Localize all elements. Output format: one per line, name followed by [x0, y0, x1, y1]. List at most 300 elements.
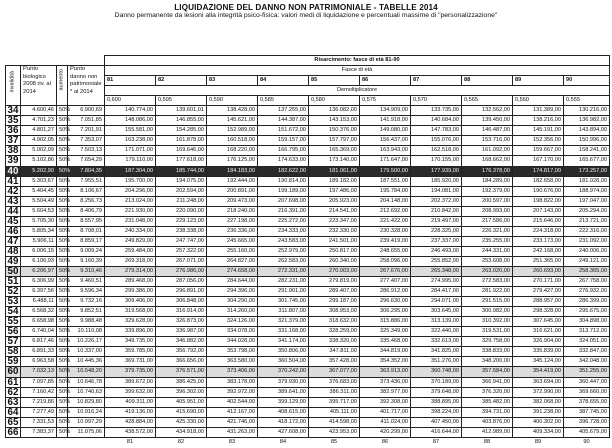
invalidita-cell: 64 — [6, 407, 21, 417]
value-cell: 239.419,00 — [360, 236, 411, 246]
invalidita-cell: 37 — [6, 136, 21, 146]
invalidita-cell: 35 — [6, 116, 21, 126]
value-cell: 274.658,00 — [207, 266, 258, 276]
value-cell: 367.077,00 — [309, 367, 360, 377]
value-cell: 376.571,00 — [156, 367, 207, 377]
value-cell: 300.982,00 — [462, 307, 513, 317]
value-cell: 423.953,00 — [309, 427, 360, 437]
value-cell: 385.482,00 — [462, 397, 513, 407]
value-cell: 145.191,00 — [513, 126, 564, 136]
value-cell: 353.798,00 — [207, 347, 258, 357]
punto-biologico-cell: 5.504,49 — [21, 196, 57, 206]
value-cell: 294.396,00 — [207, 287, 258, 297]
value-cell: 208.993,00 — [462, 206, 513, 216]
table-row — [6, 327, 610, 337]
value-cell: 156.437,00 — [360, 136, 411, 146]
value-cell: 425.330,00 — [156, 417, 207, 427]
value-cell: 291.901,00 — [258, 287, 309, 297]
aumento-header: aumento — [57, 66, 68, 106]
invalidita-cell: 52 — [6, 287, 21, 297]
fasce-header: Fasce di età — [105, 66, 610, 76]
aumento-cell: 50% — [57, 196, 68, 206]
demoltiplicatore-cell: 0,600 — [105, 96, 156, 106]
value-cell: 136.082,00 — [309, 106, 360, 116]
value-cell: 190.676,00 — [513, 186, 564, 196]
value-cell: 197.047,00 — [564, 196, 610, 206]
value-cell: 284.644,00 — [207, 277, 258, 287]
invalidita-cell: 50 — [6, 266, 21, 276]
value-cell: 200.597,00 — [462, 196, 513, 206]
value-cell: 167.170,00 — [513, 156, 564, 166]
value-cell: 240.006,00 — [564, 246, 610, 256]
value-cell: 145.621,00 — [207, 116, 258, 126]
table-row — [6, 387, 610, 397]
aumento-cell: 50% — [57, 307, 68, 317]
value-cell: 339.896,00 — [105, 327, 156, 337]
value-cell: 234.333,00 — [258, 226, 309, 236]
age-header-cell: 87 — [411, 76, 462, 86]
value-cell: 269.318,00 — [105, 256, 156, 266]
value-cell: 276.986,00 — [156, 266, 207, 276]
risarcimento-header: Risarcimento: fasce di età 81-90 — [105, 56, 610, 66]
aumento-cell: 50% — [57, 146, 68, 156]
value-cell: 399.129,00 — [258, 397, 309, 407]
value-cell: 409.311,00 — [105, 397, 156, 407]
value-cell: 198.822,00 — [513, 196, 564, 206]
punto-danno-cell: 10.548,20 — [68, 367, 105, 377]
value-cell: 270.171,00 — [513, 277, 564, 287]
punto-biologico-cell: 6.206,97 — [21, 266, 57, 276]
demoltiplicatore-cell: 0,575 — [360, 96, 411, 106]
table-row — [6, 377, 610, 387]
aumento-cell: 50% — [57, 136, 68, 146]
value-cell: 231.048,00 — [105, 216, 156, 226]
table-row — [6, 206, 610, 216]
value-cell: 258.365,00 — [564, 266, 610, 276]
invalidita-cell: 65 — [6, 417, 21, 427]
invalidita-cell: 54 — [6, 307, 21, 317]
value-cell: 318.632,00 — [309, 317, 360, 327]
table-row — [6, 256, 610, 266]
value-cell: 370.242,00 — [258, 367, 309, 377]
value-cell: 179.110,00 — [105, 156, 156, 166]
value-cell: 428.884,00 — [105, 417, 156, 427]
aumento-cell: 50% — [57, 216, 68, 226]
table-row — [6, 347, 610, 357]
value-cell: 391.238,00 — [513, 407, 564, 417]
punto-danno-cell: 10.997,29 — [68, 417, 105, 427]
value-cell: 146.487,00 — [462, 126, 513, 136]
value-cell: 288.957,00 — [513, 297, 564, 307]
value-cell: 221.422,00 — [360, 216, 411, 226]
punto-biologico-cell: 5.303,67 — [21, 176, 57, 186]
footer-age-cell: 88 — [462, 437, 513, 448]
punto-danno-cell: 10.226,17 — [68, 337, 105, 347]
value-cell: 216.391,00 — [258, 206, 309, 216]
value-cell: 140.774,00 — [105, 106, 156, 116]
invalidita-cell: 58 — [6, 347, 21, 357]
value-cell: 412.989,00 — [462, 427, 513, 437]
value-cell: 185.920,00 — [411, 176, 462, 186]
punto-biologico-cell: 7.097,85 — [21, 377, 57, 387]
punto-danno-cell: 9.596,34 — [68, 287, 105, 297]
value-cell: 170.155,00 — [411, 156, 462, 166]
footer-age-cell: 84 — [258, 437, 309, 448]
value-cell: 155.076,00 — [411, 136, 462, 146]
table-row — [6, 186, 610, 196]
table-row — [6, 146, 610, 156]
punto-danno-cell: 10.646,78 — [68, 377, 105, 387]
punto-danno-cell: 7.804,35 — [68, 166, 105, 176]
punto-biologico-cell: 5.002,09 — [21, 146, 57, 156]
demoltiplicatore-cell: 0,560 — [513, 96, 564, 106]
value-cell: 223.347,00 — [309, 216, 360, 226]
value-cell: 200.891,00 — [207, 186, 258, 196]
value-cell: 348.200,00 — [462, 357, 513, 367]
punto-biologico-cell: 6.740,04 — [21, 327, 57, 337]
value-cell: 202.372,00 — [411, 196, 462, 206]
value-cell: 373.436,00 — [360, 377, 411, 387]
value-cell: 313.139,00 — [411, 317, 462, 327]
demoltiplicatore-cell: 0,565 — [462, 96, 513, 106]
value-cell: 267.758,00 — [564, 277, 610, 287]
invalidita-cell: 61 — [6, 377, 21, 387]
value-cell: 370.189,00 — [411, 377, 462, 387]
value-cell: 309.406,00 — [105, 297, 156, 307]
value-cell: 388.895,00 — [411, 397, 462, 407]
value-cell: 233.173,00 — [513, 236, 564, 246]
value-cell: 238.338,00 — [156, 226, 207, 236]
punto-danno-header: Punto danno non patrimoniale * al 2014 — [68, 66, 105, 106]
value-cell: 360.447,00 — [564, 377, 610, 387]
value-cell: 224.318,00 — [513, 226, 564, 236]
value-cell: 207.143,00 — [513, 206, 564, 216]
value-cell: 204.148,00 — [360, 196, 411, 206]
value-cell: 335.839,00 — [513, 347, 564, 357]
value-cell: 176.378,00 — [462, 166, 513, 176]
table-row — [6, 176, 610, 186]
value-cell: 396.302,00 — [156, 387, 207, 397]
table-row — [6, 357, 610, 367]
value-cell: 204.296,00 — [105, 186, 156, 196]
table-row — [6, 136, 610, 146]
value-cell: 279.427,00 — [513, 287, 564, 297]
footer-age-cell: 81 — [105, 437, 156, 448]
footer-age-cell: 90 — [564, 437, 610, 448]
value-cell: 226.321,00 — [462, 226, 513, 236]
value-cell: 241.501,00 — [309, 236, 360, 246]
value-cell: 187.551,00 — [360, 176, 411, 186]
value-cell: 140.684,00 — [411, 116, 462, 126]
page-title: LIQUIDAZIONE DEL DANNO NON PATRIMONIALE - TABELLE 2014 — [174, 3, 438, 12]
value-cell: 336.987,00 — [156, 327, 207, 337]
value-cell: 286.912,00 — [360, 287, 411, 297]
value-cell: 329.628,00 — [105, 317, 156, 327]
table-row — [6, 166, 610, 176]
value-cell: 398.224,00 — [411, 407, 462, 417]
value-cell: 307.645,00 — [513, 317, 564, 327]
value-cell: 157.797,00 — [309, 136, 360, 146]
punto-danno-cell: 10.740,63 — [68, 387, 105, 397]
value-cell: 248.655,00 — [360, 246, 411, 256]
value-cell: 308.953,00 — [309, 307, 360, 317]
value-cell: 321.379,00 — [258, 317, 309, 327]
value-cell: 399.632,00 — [105, 387, 156, 397]
value-cell: 192.444,00 — [207, 176, 258, 186]
aumento-cell: 50% — [57, 266, 68, 276]
punto-danno-cell: 9.009,24 — [68, 246, 105, 256]
table-row — [6, 427, 610, 437]
value-cell: 414.598,00 — [309, 417, 360, 427]
aumento-cell: 50% — [57, 176, 68, 186]
value-cell: 147.783,00 — [411, 126, 462, 136]
value-cell: 279.819,00 — [309, 277, 360, 287]
punto-danno-cell: 9.988,48 — [68, 317, 105, 327]
invalidita-cell: 56 — [6, 327, 21, 337]
value-cell: 289.468,00 — [105, 277, 156, 287]
table-row — [6, 266, 610, 276]
value-cell: 314.260,00 — [207, 307, 258, 317]
aumento-cell: 50% — [57, 186, 68, 196]
value-cell: 163.238,00 — [105, 136, 156, 146]
aumento-cell: 50% — [57, 287, 68, 297]
table-row — [6, 317, 610, 327]
aumento-cell: 50% — [57, 377, 68, 387]
footer-age-cell: 87 — [411, 437, 462, 448]
invalidita-cell: 46 — [6, 226, 21, 236]
value-cell: 153.716,00 — [462, 136, 513, 146]
invalidita-cell: 57 — [6, 337, 21, 347]
aumento-cell: 50% — [57, 126, 68, 136]
invalidita-cell: 40 — [6, 166, 21, 176]
value-cell: 310.392,00 — [462, 317, 513, 327]
value-cell: 360.504,00 — [258, 357, 309, 367]
value-cell: 328.259,00 — [309, 327, 360, 337]
value-cell: 295.675,00 — [564, 307, 610, 317]
value-cell: 350.806,00 — [258, 347, 309, 357]
footer-age-cell: 82 — [156, 437, 207, 448]
invalidita-cell: 43 — [6, 196, 21, 206]
punto-biologico-cell: 7.032,13 — [21, 367, 57, 377]
punto-biologico-cell: 4.801,27 — [21, 126, 57, 136]
value-cell: 247.747,00 — [156, 236, 207, 246]
invalidita-cell: 42 — [6, 186, 21, 196]
punto-danno-cell: 8.256,73 — [68, 196, 105, 206]
punto-biologico-header: Punto biologico 2008 riv. al 2014 — [21, 66, 57, 106]
punto-biologico-cell: 6.488,11 — [21, 297, 57, 307]
table-row — [6, 287, 610, 297]
value-cell: 408.615,00 — [258, 407, 309, 417]
punto-biologico-cell: 7.383,37 — [21, 427, 57, 437]
table-row — [6, 277, 610, 287]
value-cell: 411.024,00 — [360, 417, 411, 427]
value-cell: 150.376,00 — [309, 126, 360, 136]
value-cell: 284.417,00 — [411, 287, 462, 297]
punto-biologico-cell: 6.006,15 — [21, 246, 57, 256]
invalidita-cell: 34 — [6, 106, 21, 116]
value-cell: 434.918,00 — [156, 427, 207, 437]
age-header-cell: 81 — [105, 76, 156, 86]
value-cell: 344.028,00 — [207, 337, 258, 347]
value-cell: 133.735,00 — [411, 106, 462, 116]
punto-biologico-cell: 5.404,45 — [21, 186, 57, 196]
value-cell: 405.951,00 — [156, 397, 207, 407]
punto-danno-cell: 9.160,39 — [68, 256, 105, 266]
punto-biologico-cell: 5.805,34 — [21, 226, 57, 236]
liquidation-table — [5, 55, 610, 448]
value-cell: 146.855,00 — [156, 116, 207, 126]
value-cell: 386.425,00 — [156, 377, 207, 387]
value-cell: 427.608,00 — [258, 427, 309, 437]
value-cell: 357.584,00 — [462, 367, 513, 377]
value-cell: 136.982,00 — [564, 116, 610, 126]
table-row — [6, 246, 610, 256]
footer-row — [6, 437, 610, 448]
punto-danno-cell: 8.406,79 — [68, 206, 105, 216]
value-cell: 138.216,00 — [513, 116, 564, 126]
value-cell: 227.198,00 — [207, 216, 258, 226]
value-cell: 171.071,00 — [105, 146, 156, 156]
punto-biologico-cell: 7.160,42 — [21, 387, 57, 397]
value-cell: 319.531,00 — [462, 327, 513, 337]
value-cell: 151.672,00 — [258, 126, 309, 136]
value-cell: 205.923,00 — [309, 196, 360, 206]
punto-danno-cell: 7.955,51 — [68, 176, 105, 186]
value-cell: 329.758,00 — [462, 337, 513, 347]
aumento-cell: 50% — [57, 407, 68, 417]
value-cell: 181.061,00 — [309, 166, 360, 176]
value-cell: 134.909,00 — [360, 106, 411, 116]
invalidita-header: invalidità — [6, 66, 21, 106]
punto-biologico-cell: 6.306,99 — [21, 277, 57, 287]
aumento-cell: 50% — [57, 387, 68, 397]
table-row — [6, 216, 610, 226]
value-cell: 376.683,00 — [309, 377, 360, 387]
value-cell: 419.136,00 — [105, 407, 156, 417]
value-cell: 349.735,00 — [105, 337, 156, 347]
value-cell: 171.647,00 — [360, 156, 411, 166]
value-cell: 210.842,00 — [411, 206, 462, 216]
value-cell: 299.187,00 — [309, 297, 360, 307]
punto-biologico-cell: 6.963,58 — [21, 357, 57, 367]
punto-danno-cell: 11.075,06 — [68, 427, 105, 437]
punto-biologico-cell: 6.658,98 — [21, 317, 57, 327]
invalidita-cell: 47 — [6, 236, 21, 246]
value-cell: 409.334,00 — [513, 427, 564, 437]
value-cell: 258.096,00 — [360, 256, 411, 266]
punto-danno-cell: 6.900,69 — [68, 106, 105, 116]
value-cell: 161.092,00 — [462, 146, 513, 156]
value-cell: 222.316,00 — [564, 226, 610, 236]
value-cell: 379.648,00 — [411, 387, 462, 397]
aumento-cell: 50% — [57, 206, 68, 216]
value-cell: 415.690,00 — [156, 407, 207, 417]
demoltiplicatore-cell: 0,585 — [258, 96, 309, 106]
value-cell: 177.618,00 — [156, 156, 207, 166]
value-cell: 357.428,00 — [309, 357, 360, 367]
punto-biologico-cell: 6.568,32 — [21, 307, 57, 317]
value-cell: 341.825,00 — [411, 347, 462, 357]
value-cell: 211.248,00 — [156, 196, 207, 206]
value-cell: 229.123,00 — [156, 216, 207, 226]
value-cell: 242.168,00 — [513, 246, 564, 256]
invalidita-cell: 62 — [6, 387, 21, 397]
value-cell: 231.092,00 — [564, 236, 610, 246]
value-cell: 324.126,00 — [207, 317, 258, 327]
value-cell: 344.819,00 — [360, 347, 411, 357]
value-cell: 405.111,00 — [309, 407, 360, 417]
value-cell: 166.795,00 — [258, 146, 309, 156]
punto-danno-cell: 9.310,46 — [68, 266, 105, 276]
invalidita-cell: 48 — [6, 246, 21, 256]
demoltiplicatore-cell: 0,580 — [309, 96, 360, 106]
value-cell: 190.814,00 — [258, 176, 309, 186]
value-cell: 255.852,00 — [411, 256, 462, 266]
value-cell: 132.562,00 — [462, 106, 513, 116]
value-cell: 281.922,00 — [462, 287, 513, 297]
invalidita-cell: 66 — [6, 427, 21, 437]
value-cell: 143.153,00 — [309, 116, 360, 126]
value-cell: 168.662,00 — [462, 156, 513, 166]
value-cell: 379.735,00 — [105, 367, 156, 377]
value-cell: 182.622,00 — [258, 166, 309, 176]
value-cell: 372.990,00 — [513, 387, 564, 397]
value-cell: 173.140,00 — [309, 156, 360, 166]
value-cell: 181.028,00 — [564, 176, 610, 186]
table-row — [6, 116, 610, 126]
age-header-cell: 82 — [156, 76, 207, 86]
table-row — [6, 106, 610, 116]
table-row — [6, 367, 610, 377]
value-cell: 165.369,00 — [309, 146, 360, 156]
value-cell: 363.913,00 — [360, 367, 411, 377]
aumento-cell: 50% — [57, 236, 68, 246]
invalidita-cell: 41 — [6, 176, 21, 186]
value-cell: 217.586,00 — [462, 216, 513, 226]
value-cell: 249.829,00 — [105, 236, 156, 246]
value-cell: 267.676,00 — [360, 266, 411, 276]
value-cell: 159.157,00 — [258, 136, 309, 146]
value-cell: 351.255,00 — [564, 367, 610, 377]
value-cell: 184.289,00 — [462, 176, 513, 186]
value-cell: 335.468,00 — [360, 337, 411, 347]
value-cell: 173.257,00 — [564, 166, 610, 176]
punto-biologico-cell: 5.705,30 — [21, 216, 57, 226]
value-cell: 306.848,00 — [156, 297, 207, 307]
value-cell: 405.679,00 — [564, 427, 610, 437]
value-cell: 185.744,00 — [156, 166, 207, 176]
value-cell: 421.746,00 — [207, 417, 258, 427]
aumento-cell: 50% — [57, 256, 68, 266]
value-cell: 139.450,00 — [462, 116, 513, 126]
punto-biologico-cell: 6.817,46 — [21, 337, 57, 347]
value-cell: 313.712,00 — [564, 327, 610, 337]
value-cell: 392.308,00 — [360, 397, 411, 407]
aumento-cell: 50% — [57, 367, 68, 377]
value-cell: 199.189,00 — [258, 186, 309, 196]
value-cell: 262.583,00 — [258, 256, 309, 266]
value-cell: 252.979,00 — [258, 246, 309, 256]
invalidita-cell: 38 — [6, 146, 21, 156]
value-cell: 373.406,00 — [207, 367, 258, 377]
value-cell: 277.407,00 — [360, 277, 411, 287]
value-cell: 177.939,00 — [411, 166, 462, 176]
aumento-cell: 50% — [57, 106, 68, 116]
punto-danno-cell: 9.460,51 — [68, 277, 105, 287]
value-cell: 366.656,00 — [156, 357, 207, 367]
value-cell: 286.399,00 — [564, 297, 610, 307]
value-cell: 296.891,00 — [156, 287, 207, 297]
